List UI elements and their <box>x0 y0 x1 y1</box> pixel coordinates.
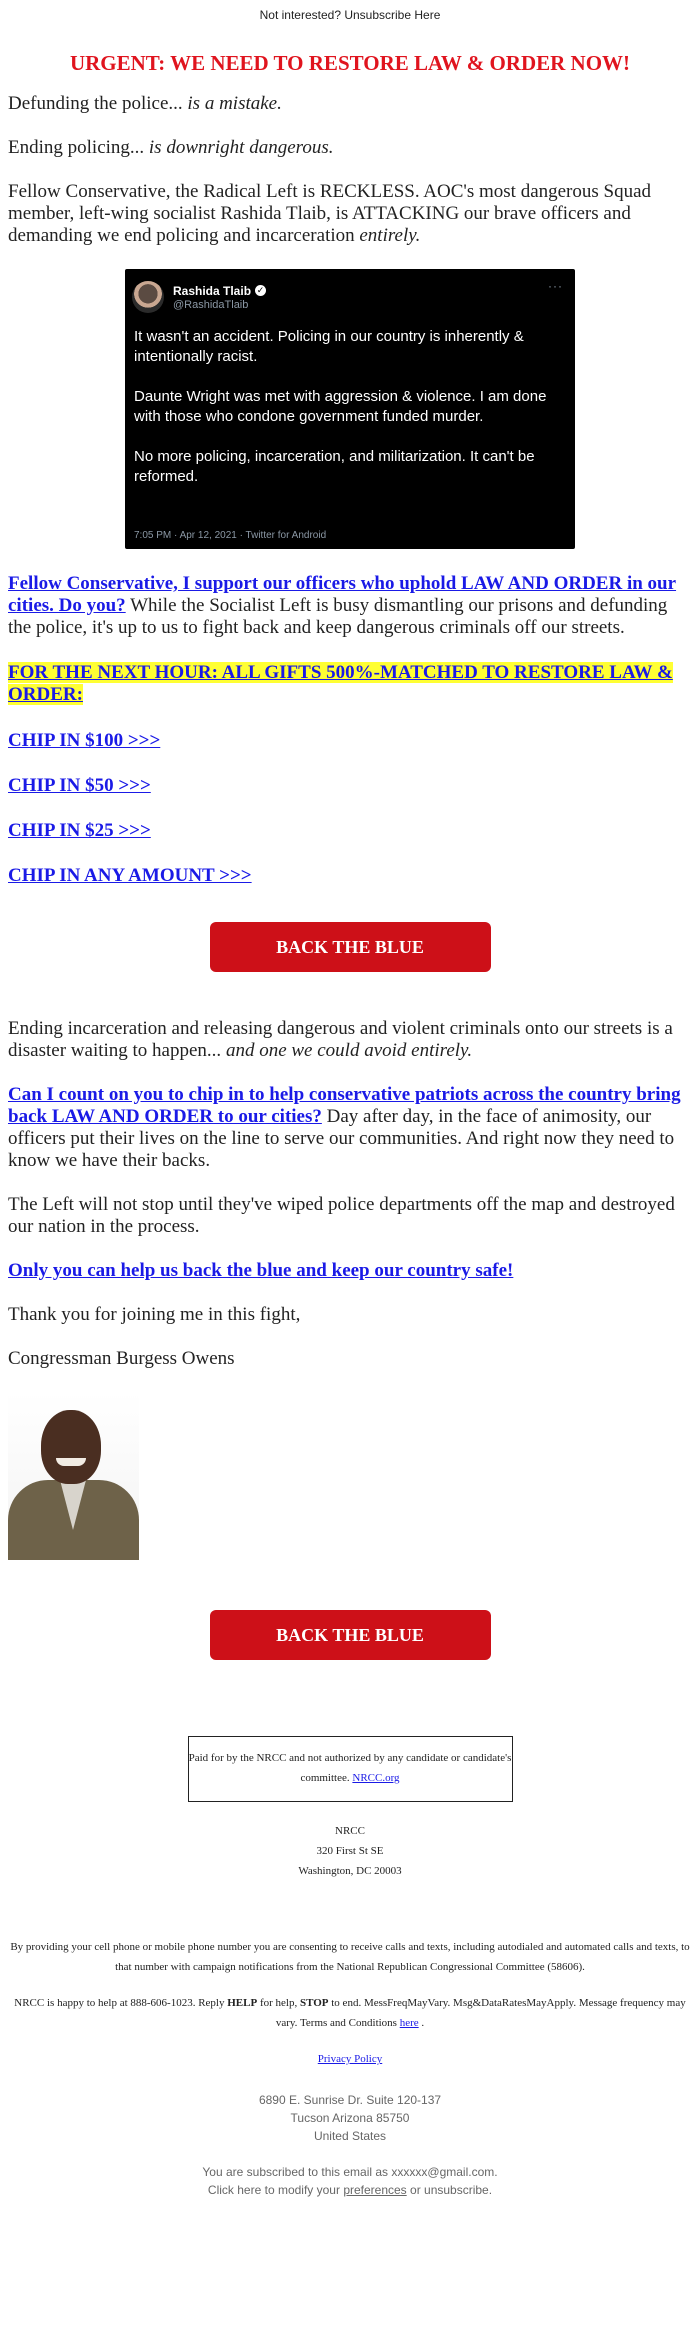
privacy-row <box>8 2049 692 2069</box>
privacy-policy-link[interactable]: Privacy Policy <box>317 2053 383 2065</box>
body-paragraph-3: The Left will not stop until they've wiped police departments off the map and destroyed our nation in the process. <box>8 1194 675 1237</box>
cta-row-1 <box>0 922 700 972</box>
more-options-icon: ··· <box>548 279 563 293</box>
match-link[interactable]: FOR THE NEXT HOUR: ALL GIFTS 500%-MATCHED TO RESTORE LAW & ORDER: <box>8 662 673 705</box>
body-paragraph-4 <box>8 1260 692 1282</box>
chip-100 <box>8 730 692 752</box>
cta-row-2 <box>0 1610 700 1660</box>
tweet-text: It wasn't an accident. Policing in our country is inherently & intentionally racist. Daunte Wright was met with aggression & violence. I am done with those who condone government funded murder. No more policing, incarceration, and militarization. It can't be reformed. <box>134 328 547 485</box>
intro-paragraph-3: Fellow Conservative, the Radical Left is RECKLESS. AOC's most dangerous Squad member, left-wing socialist Rashida Tlaib, is ATTACKING our brave officers and demanding we end policing and incarceration entirely. <box>8 181 652 246</box>
congressman-photo <box>8 1392 139 1560</box>
unsubscribe-link[interactable]: Not interested? Unsubscribe Here <box>259 8 441 22</box>
headline: URGENT: WE NEED TO RESTORE LAW & ORDER NOW! <box>69 51 631 75</box>
intro-paragraph-2: Ending policing... is downright dangerous. <box>8 137 334 158</box>
paid-for-disclaimer: Paid for by the NRCC and not authorized by any candidate or candidate's committee. NRCC.org <box>188 1736 513 1802</box>
keep-country-safe-link[interactable]: Only you can help us back the blue and keep our country safe! <box>8 1260 514 1281</box>
help-text: NRCC is happy to help at 888-606-1023. Reply HELP for help, STOP to end. MessFreqMayVary. Msg&DataRatesMayApply. Message frequency may vary. Terms and Conditions here . <box>14 1997 686 2029</box>
back-the-blue-button[interactable]: BACK THE BLUE <box>210 922 491 972</box>
tweet-embed[interactable] <box>125 269 575 549</box>
email-body <box>0 93 700 2069</box>
verified-icon: ✓ <box>256 285 265 295</box>
chip-in-25-link[interactable]: CHIP IN $25 >>> <box>8 820 151 841</box>
terms-here-link[interactable]: here <box>399 2017 419 2029</box>
tweet-timestamp: 7:05 PM · Apr 12, 2021 · Twitter for Android <box>134 530 327 541</box>
body-paragraph-1: Ending incarceration and releasing dangerous and violent criminals onto our streets is a disaster waiting to happen... and one we could avoid entirely. <box>8 1018 673 1061</box>
consent-text: By providing your cell phone or mobile phone number you are consenting to receive calls and texts, including autodialed and automated calls and texts, to that number with campaign notifications from the National Republican Congressional Committee (58606). <box>10 1941 690 1973</box>
tweet-embed-wrap <box>0 269 700 549</box>
tweet-header <box>132 281 568 313</box>
chip-in-50-link[interactable]: CHIP IN $50 >>> <box>8 775 151 796</box>
chip-in-100-link[interactable]: CHIP IN $100 >>> <box>8 730 161 751</box>
intro-paragraph-1: Defunding the police... is a mistake. <box>8 93 282 114</box>
chip-25 <box>8 820 692 842</box>
modify-preferences: Click here to modify your preferences or unsubscribe. <box>207 2183 493 2197</box>
count-on-you-link[interactable]: Can I count on you to chip in to help conservative patriots across the country bring back LAW AND ORDER to our cities? <box>8 1084 681 1127</box>
chip-any <box>8 865 692 887</box>
tweet-handle: @RashidaTlaib <box>173 298 249 311</box>
signature: Congressman Burgess Owens <box>8 1348 235 1369</box>
back-the-blue-button-2[interactable]: BACK THE BLUE <box>210 1610 491 1660</box>
preferences-link[interactable]: preferences <box>343 2183 407 2197</box>
subscribed-notice: You are subscribed to this email as xxxxxx@gmail.com. <box>202 2165 498 2179</box>
tweet-avatar <box>132 281 164 313</box>
match-callout <box>8 662 692 706</box>
chip-in-any-amount-link[interactable]: CHIP IN ANY AMOUNT >>> <box>8 865 252 886</box>
nrcc-address: NRCC 320 First St SE Washington, DC 20003 <box>298 1825 402 1877</box>
support-link[interactable]: Fellow Conservative, I support our officers who uphold LAW AND ORDER in our cities. Do you? <box>8 573 677 616</box>
chip-50 <box>8 775 692 797</box>
body-paragraph-2: Can I count on you to chip in to help conservative patriots across the country bring back LAW AND ORDER to our cities? Day after day, in the face of animosity, our officers put their lives on the line to serve our communities. And right now they need to know we have their backs. <box>8 1084 681 1171</box>
footer: 6890 E. Sunrise Dr. Suite 120-137 Tucson Arizona 85750 United States You are subscribed to this email as xxxxxx@gmail.com. Click here to modify your preferences or unsubscribe. <box>0 2091 700 2199</box>
support-paragraph: Fellow Conservative, I support our officers who uphold LAW AND ORDER in our cities. Do you? While the Socialist Left is busy dismantling our prisons and defunding the police, it's up to us to fight back and keep dangerous criminals off our streets. <box>8 573 677 638</box>
nrcc-org-link[interactable]: NRCC.org <box>352 1772 400 1784</box>
unsubscribe-bar <box>0 0 700 30</box>
closing-line: Thank you for joining me in this fight, <box>8 1304 301 1325</box>
tweet-author: Rashida Tlaib ✓ <box>173 283 265 298</box>
